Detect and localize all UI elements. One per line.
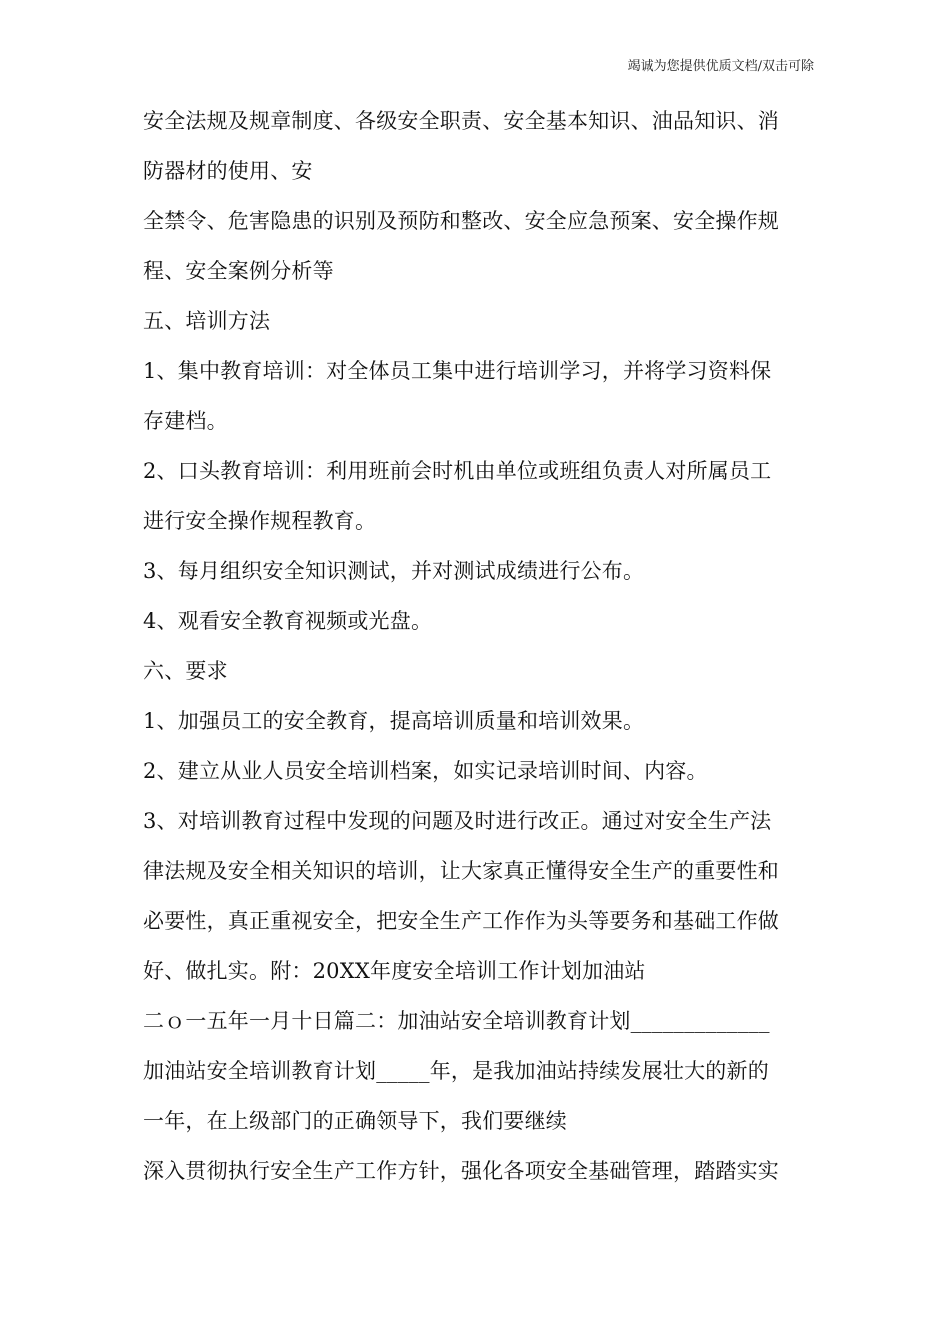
section-heading: 六、要求: [143, 659, 228, 683]
text-line: 加油站安全培训教育计划_____年，是我加油站持续发展壮大的新的: [143, 1059, 769, 1083]
text-line: 安全法规及规章制度、各级安全职责、安全基本知识、油品知识、消: [143, 109, 779, 133]
text-line: 3、对培训教育过程中发现的问题及时进行改正。通过对安全生产法: [143, 809, 772, 833]
text-line: 防器材的使用、安: [143, 159, 313, 183]
text-line: 1、加强员工的安全教育，提高培训质量和培训效果。: [143, 709, 645, 733]
text-line: 存建档。: [143, 409, 228, 433]
text-line: 2、口头教育培训：利用班前会时机由单位或班组负责人对所属员工: [143, 459, 772, 483]
text-line: 2、建立从业人员安全培训档案，如实记录培训时间、内容。: [143, 759, 708, 783]
section-heading: 五、培训方法: [143, 309, 271, 333]
text-line: 3、每月组织安全知识测试，并对测试成绩进行公布。: [143, 559, 645, 583]
document-body: [143, 96, 823, 1196]
text-line: 二ｏ一五年一月十日篇二：加油站安全培训教育计划_____________: [143, 1009, 770, 1033]
text-line: 1、集中教育培训：对全体员工集中进行培训学习，并将学习资料保: [143, 359, 772, 383]
text-line: 好、做扎实。附：20XX年度安全培训工作计划加油站: [143, 959, 646, 983]
text-line: 4、观看安全教育视频或光盘。: [143, 609, 433, 633]
text-line: 进行安全操作规程教育。: [143, 509, 377, 533]
text-line: 必要性，真正重视安全，把安全生产工作作为头等要务和基础工作做: [143, 909, 779, 933]
text-line: 全禁令、危害隐患的识别及预防和整改、安全应急预案、安全操作规: [143, 209, 779, 233]
text-line: 程、安全案例分析等: [143, 259, 334, 283]
header-note: 竭诚为您提供优质文档/双击可除: [627, 59, 814, 74]
text-line: 深入贯彻执行安全生产工作方针，强化各项安全基础管理，踏踏实实: [143, 1159, 779, 1183]
text-line: 律法规及安全相关知识的培训，让大家真正懂得安全生产的重要性和: [143, 859, 779, 883]
text-line: 一年，在上级部门的正确领导下，我们要继续: [143, 1109, 567, 1133]
